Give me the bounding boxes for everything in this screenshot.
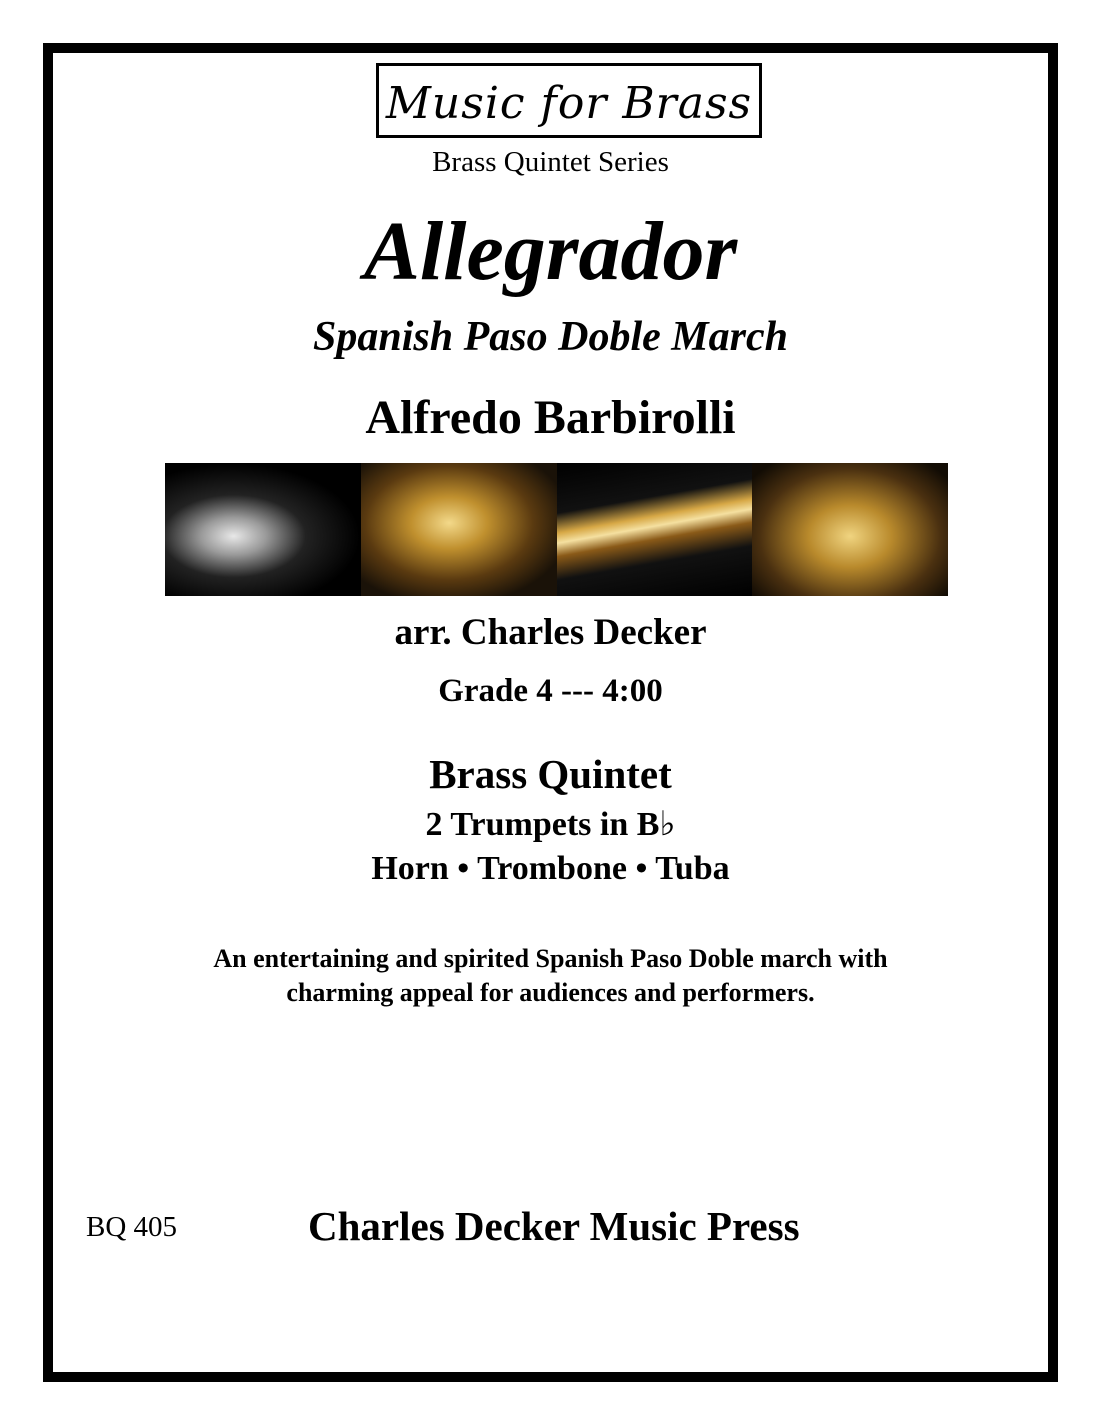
grade-duration: Grade 4 --- 4:00 (438, 673, 663, 709)
ensemble: Brass Quintet (429, 751, 672, 797)
title: Allegrador (363, 205, 738, 298)
arranger: arr. Charles Decker (394, 612, 707, 653)
subtitle: Spanish Paso Doble March (313, 314, 788, 360)
series-logo-box (376, 63, 762, 138)
trumpet-photo (165, 463, 361, 596)
instruments-line2: Horn • Trombone • Tuba (371, 850, 730, 887)
composer: Alfredo Barbirolli (365, 391, 736, 444)
instruments-line1: 2 Trumpets in B♭ (425, 806, 676, 843)
instrument-photo-strip (165, 463, 948, 596)
publisher: Charles Decker Music Press (308, 1203, 800, 1249)
trombone-photo (557, 463, 753, 596)
tuba-photo (752, 463, 948, 596)
description-line2: charming appeal for audiences and performers. (286, 978, 815, 1007)
catalog-number: BQ 405 (86, 1211, 178, 1243)
description-line1: An entertaining and spirited Spanish Paso Doble march with (213, 944, 888, 973)
horn-photo (361, 463, 557, 596)
series-logo: Music for Brass (385, 78, 753, 129)
description (0, 942, 1101, 1010)
series-name: Brass Quintet Series (432, 146, 669, 178)
